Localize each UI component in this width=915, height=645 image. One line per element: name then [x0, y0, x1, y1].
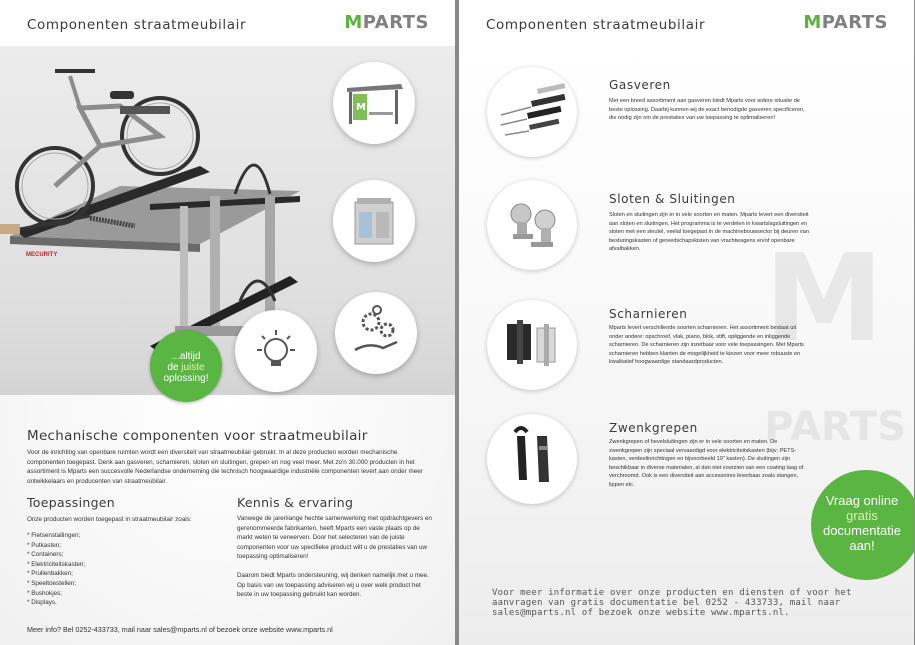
list-item: * Bushokjes; — [27, 589, 63, 597]
feature-text-sloten: Sloten en sluitingen zijn er in vele soorten en maten. Mparts levert een diversiteit aan sloten en sluitingen. Het programma is te verdelen in kwartslagsluitingen en sloten met een sleutel, veelal toegepast in de machinebouwsector bij deuren van besturingskasten of gereedschapskisten van vrachtwagens en/of openbare afvalbakken. — [609, 212, 809, 253]
swing-handles-image — [487, 414, 577, 504]
feature-text-zwenkgrepen: Zwenkgrepen of hevelsluitingen zijn er in vele soorten en maten. De zwenkgrepen zijn speciaal vervaardigd voor elektriciteitskasten (bijv: PETS-kasten, verdeelinrichtingen en bijvoorbeeld 19" kasten). De sluitingen zijn beschikbaar in diverse materialen, al dan niet voorzien van een coating laag of verchroomd. Ook is een diversiteit aan accessoires leverbaar zoals stangen, lippen etc. — [609, 439, 804, 488]
page-header — [0, 0, 455, 46]
main-heading: Mechanische componenten voor straatmeubilair — [27, 428, 368, 444]
list-item: * Displays. — [27, 599, 57, 607]
locks-image — [487, 180, 577, 270]
mparts-watermark: M PARTS — [764, 230, 906, 450]
list-item: * Speeltoestellen; — [27, 579, 77, 587]
feature-text-gasveren: Met een breed assortiment aan gasveren biedt Mparts voor iedere situatie de beste oplossing. Daarbij kunnen wij de exact benodigde gasveren specificeren, die nodig zijn om de prestaties van uw toepassing te optimaliseren! — [609, 98, 805, 122]
feature-title-gasveren: Gasveren — [609, 78, 671, 92]
page-header — [459, 0, 914, 46]
feature-title-sloten: Sloten & Sluitingen — [609, 192, 736, 206]
contact-footer: Meer info? Bel 0252-433733, mail naar sales@mparts.nl of bezoek onze website www.mparts.nl — [27, 625, 333, 634]
gears-hand-icon-circle — [335, 292, 417, 374]
brochure-page-left — [0, 0, 455, 645]
applications-heading: Toepassingen — [27, 495, 116, 510]
waste-bin-image — [333, 180, 415, 262]
idea-icon-circle — [235, 310, 317, 392]
list-item: * Prullenbakken; — [27, 570, 73, 578]
lightbulb-icon — [265, 339, 287, 361]
request-documentation-button[interactable]: Vraag online gratis documentatie aan! — [811, 470, 914, 580]
brochure-page-right — [459, 0, 914, 645]
mparts-logo: MPARTS — [344, 12, 429, 33]
feature-text-scharnieren: Mparts levert verschillende soorten scharnieren. Het assortiment bestaat uit onder andere: opschroef, vlak, piano, blok, stift, opliggende en inliggende scharnieren. De scharnieren zijn inzetbaar voor vele toepassingen. Met Mparts scharnieren hebben klanten de mogelijkheid te kiezen voor meer robuuste en kwalitatief hoogwaardige standaardproducten. — [609, 325, 804, 366]
bus-shelter-image — [333, 62, 415, 144]
applications-intro: Onze producten worden toegepast in straatmeubilair zoals: — [27, 516, 192, 523]
knowledge-paragraph-2: Daarom biedt Mparts ondersteuning, wij denken namelijk met u mee. Op basis van uw toepassing adviseren wij u over welk product het beste in uw toepassing gebruikt kan worden. — [237, 572, 429, 598]
list-item: * Putkasten; — [27, 541, 61, 549]
feature-title-scharnieren: Scharnieren — [609, 307, 688, 321]
list-item: * Containers; — [27, 551, 64, 559]
knowledge-paragraph-1: Vanwege de jarenlange hechte samenwerking met opdrachtgevers en gerenommeerde fabrikanten, heeft Mparts een vaste plaats op de markt weten te verwerven. Door het selecteren van de juiste componenten voor uw specifieke product wilt u de prestaties van uw toepassing optimaliseren! — [237, 515, 432, 560]
slogan-badge: ...altijd de juiste oplossing! — [150, 330, 222, 402]
contact-footer: Voor meer informatie over onze producten en diensten of voor het aanvragen van gratis documentatie bel 0252 - 433733, mail naar sales@mparts.nl of bezoek onze website www.mparts.nl. — [492, 588, 852, 618]
mparts-logo: MPARTS — [803, 12, 888, 33]
intro-paragraph: Voor de inrichting van openbare ruimten wordt een diversiteit van straatmeubilair gebruikt. In al deze producten worden mechanische componenten toegepast. Denk aan gasveren, scharnieren, sloten en sluitingen, grepen en nog veel meer. Met zo'n 30.000 producten in het assortiment is Mparts een succesvolle Nederlandse onderneming die technisch hoogwaardige industriële componenten levert aan onder meer ontwikkelaars en producenten van straatmeubilair. — [27, 449, 423, 485]
gas-spring-image — [487, 67, 577, 157]
knowledge-heading: Kennis & ervaring — [237, 495, 354, 510]
list-item: * Elektriciteitskasten; — [27, 560, 86, 568]
feature-title-zwenkgrepen: Zwenkgrepen — [609, 421, 698, 435]
header-title: Componenten straatmeubilair — [27, 17, 247, 33]
applications-list — [27, 531, 85, 608]
svg-text:M: M — [356, 102, 366, 113]
hinges-image — [487, 300, 577, 390]
header-title: Componenten straatmeubilair — [486, 17, 706, 33]
list-item: * Fietsenstallingen; — [27, 532, 81, 539]
mecurity-logo: MECURITY — [26, 252, 58, 258]
